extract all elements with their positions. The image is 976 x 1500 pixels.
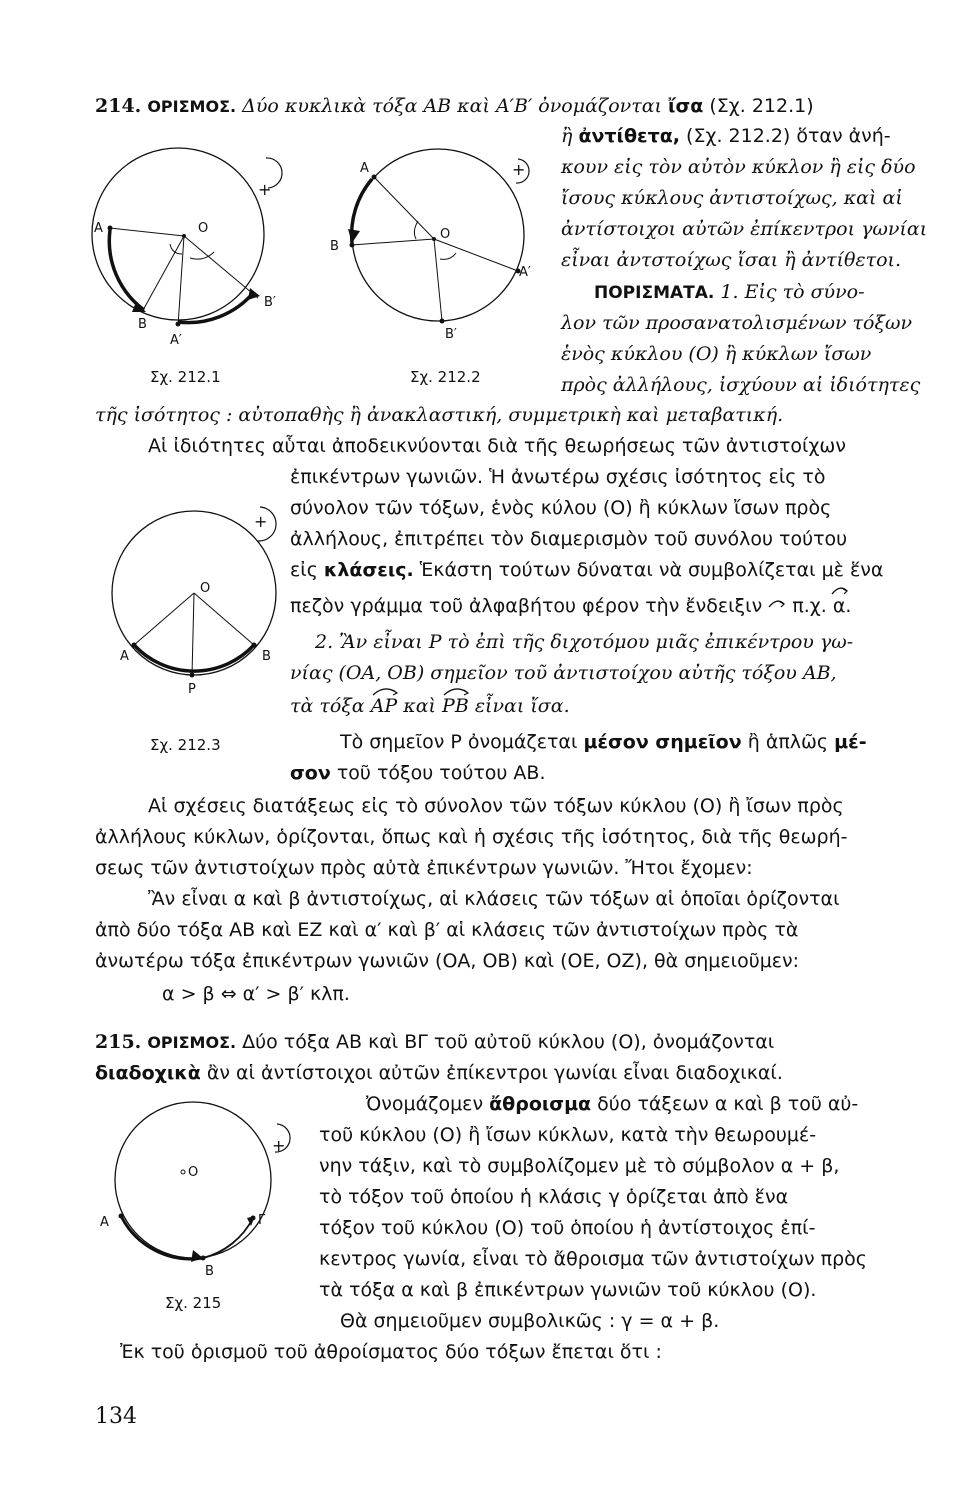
label-A: A: [120, 649, 129, 664]
label-A: A: [94, 221, 103, 236]
line-215-5: νην τάξιν, καὶ τὸ συμβολίζομεν μὲ τὸ σύμβολον α + β,: [319, 1155, 840, 1177]
label-B: B: [138, 317, 147, 332]
radius-OA: [374, 177, 434, 239]
label-A-prime: A′: [519, 265, 531, 280]
line-214-27: ἀπὸ δύο τόξα ΑΒ καὶ ΕΖ καὶ α′ καὶ β′ αἱ κλάσεις τῶν ἀντιστοίχων πρὸς τὰ: [95, 919, 799, 941]
label-B: B: [330, 239, 339, 254]
radius-OB2: [184, 236, 258, 298]
line-214-5: ἀντίστοιχοι αὐτῶν ἐπίκεντροι γωνίαι: [561, 218, 928, 240]
label-O: O: [200, 581, 211, 596]
figure-215: [105, 1100, 285, 1290]
line-215-2: διαδοχικὰ ἂν αἱ ἀντίστοιχοι αὐτῶν ἐπίκεντροι γωνίαι εἶναι διαδοχικαί.: [95, 1062, 783, 1084]
label-B: B: [205, 1264, 214, 1279]
term-klaseis: κλάσεις.: [323, 559, 414, 581]
line-214-1: 214. ΟΡΙΣΜΟΣ. Δύο κυκλικὰ τόξα ΑΒ καὶ Α′Β′ ὀνομάζονται ἴσα (Σχ. 212.1): [95, 95, 814, 117]
line-214-14: σύνολον τῶν τόξων, ἑνὸς κύλου (Ο) ἢ κύκλων ἴσων πρὸς: [290, 497, 832, 519]
label-O: O: [188, 1165, 199, 1180]
figure-212-3: [110, 505, 290, 705]
line-214-25: σεως τῶν ἀντιστοίχων πρὸς αὐτὰ ἐπικέντρων γωνιῶν. Ἤτοι ἔχομεν:: [95, 857, 753, 879]
line-214-6: εἶναι ἀντστοίχως ἴσαι ἢ ἀντίθετοι.: [561, 249, 902, 271]
line-215-3: Ὀνομάζομεν ἄθροισμα δύο τάξεων α καὶ β τοῦ αὐ-: [366, 1093, 859, 1115]
line-215-6: τὸ τόξον τοῦ ὁποίου ἡ κλάσις γ ὁρίζεται ἀπὸ ἕνα: [319, 1186, 789, 1208]
radius-OB: [352, 239, 434, 245]
figure-caption: Σχ. 212.2: [410, 368, 481, 386]
line-214-10: πρὸς ἀλλήλους, ἰσχύουν αἱ ἰδιότητες: [561, 374, 921, 396]
section-heading: ΟΡΙΣΜΟΣ.: [147, 1033, 237, 1052]
line-214-12: Αἱ ἰδιότητες αὗται ἀποδεικνύονται διὰ τῆς θεωρήσεως τῶν ἀντιστοίχων: [148, 435, 846, 457]
line-214-9: ἑνὸς κύκλου (Ο) ἢ κύκλων ἴσων: [561, 343, 872, 365]
line-214-11: τῆς ἰσότητος : αὐτοπαθὴς ἢ ἀνακλαστική, συμμετρικὴ καὶ μεταβατική.: [95, 404, 784, 426]
line-214-8: λον τῶν προσανατολισμένων τόξων: [561, 312, 912, 334]
label-G: Γ: [258, 1213, 266, 1228]
figure-caption: Σχ. 212.3: [150, 736, 221, 754]
section-number: 215.: [95, 1031, 142, 1053]
term-athroisma: ἄθροισμα: [489, 1093, 592, 1115]
line-214-19: νίας (ΟΑ, ΟΒ) σημεῖον τοῦ ἀντιστοίχου αὐτῆς τόξου ΑΒ,: [290, 662, 837, 684]
line-214-18: 2. Ἂν εἶναι Ρ τὸ ἐπὶ τῆς διχοτόμου μιᾶς ἐπικέντρου γω-: [315, 631, 854, 653]
line-214-15: ἀλλήλους, ἐπιτρέπει τὸν διαμερισμὸν τοῦ συνόλου τούτου: [290, 528, 848, 550]
radius-OA: [134, 593, 194, 645]
arc-PB: ΡΒ: [442, 695, 475, 717]
line-214-17: πεζὸν γράμμα τοῦ ἀλφαβήτου φέρον τὴν ἔνδειξιν π.χ. α.: [290, 597, 851, 616]
circle: [115, 1102, 271, 1258]
angle-mark: [170, 244, 182, 254]
line-214-13: ἐπικέντρων γωνιῶν. Ἡ ἀνωτέρω σχέσις ἰσότητος εἰς τὸ: [290, 466, 826, 488]
figure-212-1: [100, 130, 280, 350]
arc-arrow-icon: [831, 585, 849, 595]
label-plus: +: [258, 180, 272, 199]
label-P: P: [188, 682, 196, 697]
term-diadochika: διαδοχικὰ: [95, 1062, 201, 1084]
radius-OB: [194, 593, 254, 645]
label-B-prime: B′: [445, 327, 457, 342]
arc-arrow-icon: [768, 602, 786, 612]
term-meson-simeion: μέσον σημεῖον: [583, 731, 742, 753]
term-isa: ἴσα: [668, 95, 704, 117]
page-number: 134: [95, 1404, 137, 1429]
corollaries-heading: ΠΟΡΙΣΜΑΤΑ.: [594, 283, 715, 303]
arc-AP: ΑΡ: [371, 695, 404, 717]
figure-caption: Σχ. 215: [165, 1294, 222, 1312]
line-215-1: 215. ΟΡΙΣΜΟΣ. Δύο τόξα ΑΒ καὶ ΒΓ τοῦ αὐτοῦ κύκλου (Ο), ὀνομάζονται: [95, 1031, 775, 1053]
line-214-29: α > β ⇔ α′ > β′ κλπ.: [162, 983, 350, 1005]
arc-AB: [121, 1216, 203, 1259]
line-214-23: Αἱ σχέσεις διατάξεως εἰς τὸ σύνολον τῶν τόξων κύκλου (Ο) ἢ ἴσων πρὸς: [148, 795, 844, 817]
line-214-28: ἀνωτέρω τόξα ἐπικέντρων γωνιῶν (ΟΑ, ΟΒ) καὶ (ΟΕ, ΟΖ), θὰ σημειοῦμεν:: [95, 950, 800, 972]
angle-mark: [440, 253, 456, 259]
line-215-7: τόξον τοῦ κύκλου (Ο) τοῦ ὁποίου ἡ ἀντίστοιχος ἐπί-: [319, 1217, 816, 1239]
line-214-4: ἴσους κύκλους ἀντιστοίχως, καὶ αἱ: [561, 187, 903, 209]
label-plus: +: [272, 1136, 286, 1155]
radius-OA: [110, 228, 184, 236]
radius-OB2: [434, 239, 442, 321]
line-214-3: κουν εἰς τὸν αὐτὸν κύκλον ἢ εἰς δύο: [561, 156, 916, 178]
label-plus: +: [254, 512, 268, 531]
arrow-head: [348, 229, 360, 243]
section-heading: ΟΡΙΣΜΟΣ.: [147, 97, 237, 116]
angle-mark: [414, 221, 418, 239]
line-214-2: ἢ ἀντίθετα, (Σχ. 212.2) ὅταν ἀνή-: [561, 125, 891, 147]
radius-OB: [142, 236, 184, 312]
line-214-24: ἀλλήλους κύκλων, ὁρίζονται, ὅπως καὶ ἡ σχέσις τῆς ἰσότητος, διὰ τῆς θεωρή-: [95, 826, 848, 848]
line-214-16: εἰς κλάσεις. Ἑκάστη τούτων δύναται νὰ συμβολίζεται μὲ ἕνα: [290, 559, 884, 581]
radius-OA2: [434, 239, 518, 271]
label-A: A: [100, 1215, 109, 1230]
radius-OP: [192, 593, 194, 675]
label-O: O: [440, 227, 451, 242]
line-215-11: Ἐκ τοῦ ὁρισμοῦ τοῦ ἀθροίσματος δύο τόξων ἔπεται ὅτι :: [120, 1341, 662, 1363]
line-214-22: σον τοῦ τόξου τούτου ΑΒ.: [290, 762, 546, 784]
term-antitheta: ἀντίθετα,: [578, 125, 680, 147]
line-214-7: ΠΟΡΙΣΜΑΤΑ. 1. Εἰς τὸ σύνο-: [594, 281, 865, 303]
section-number: 214.: [95, 95, 142, 117]
line-215-4: τοῦ κύκλου (Ο) ἢ ἴσων κύκλων, κατὰ τὴν θεωρουμέ-: [319, 1124, 817, 1146]
alpha-arc: α.: [833, 595, 852, 617]
radius-OA2: [178, 236, 184, 326]
circle: [92, 148, 264, 320]
label-A-prime: A′: [170, 333, 182, 348]
line-214-21: Τὸ σημεῖον Ρ ὀνομάζεται μέσον σημεῖον ἢ ἁπλῶς μέ-: [340, 731, 867, 753]
label-plus: +: [512, 160, 526, 179]
arc-AB: [134, 645, 254, 671]
label-A: A: [360, 161, 369, 176]
figure-caption: Σχ. 212.1: [150, 368, 221, 386]
circle: [352, 149, 524, 321]
arc-AB: [109, 230, 144, 310]
line-214-20: τὰ τόξα ΑΡ καὶ ΡΒ εἶναι ἴσα.: [290, 697, 570, 716]
line-215-8: κεντρος γωνία, εἶναι τὸ ἄθροισμα τῶν ἀντιστοίχων πρὸς: [319, 1248, 867, 1270]
arc-A2B2: [178, 292, 254, 323]
arrow-head: [248, 288, 260, 300]
label-O: O: [198, 221, 209, 236]
label-B: B: [262, 649, 271, 664]
line-215-10: Θὰ σημειοῦμεν συμβολικῶς : γ = α + β.: [340, 1310, 720, 1332]
line-215-9: τὰ τόξα α καὶ β ἐπικέντρων γωνιῶν τοῦ κύκλου (Ο).: [319, 1279, 817, 1301]
line-214-26: Ἂν εἶναι α καὶ β ἀντιστοίχως, αἱ κλάσεις τῶν τόξων αἱ ὁποῖαι ὁρίζονται: [148, 888, 840, 910]
label-B-prime: B′: [264, 295, 276, 310]
